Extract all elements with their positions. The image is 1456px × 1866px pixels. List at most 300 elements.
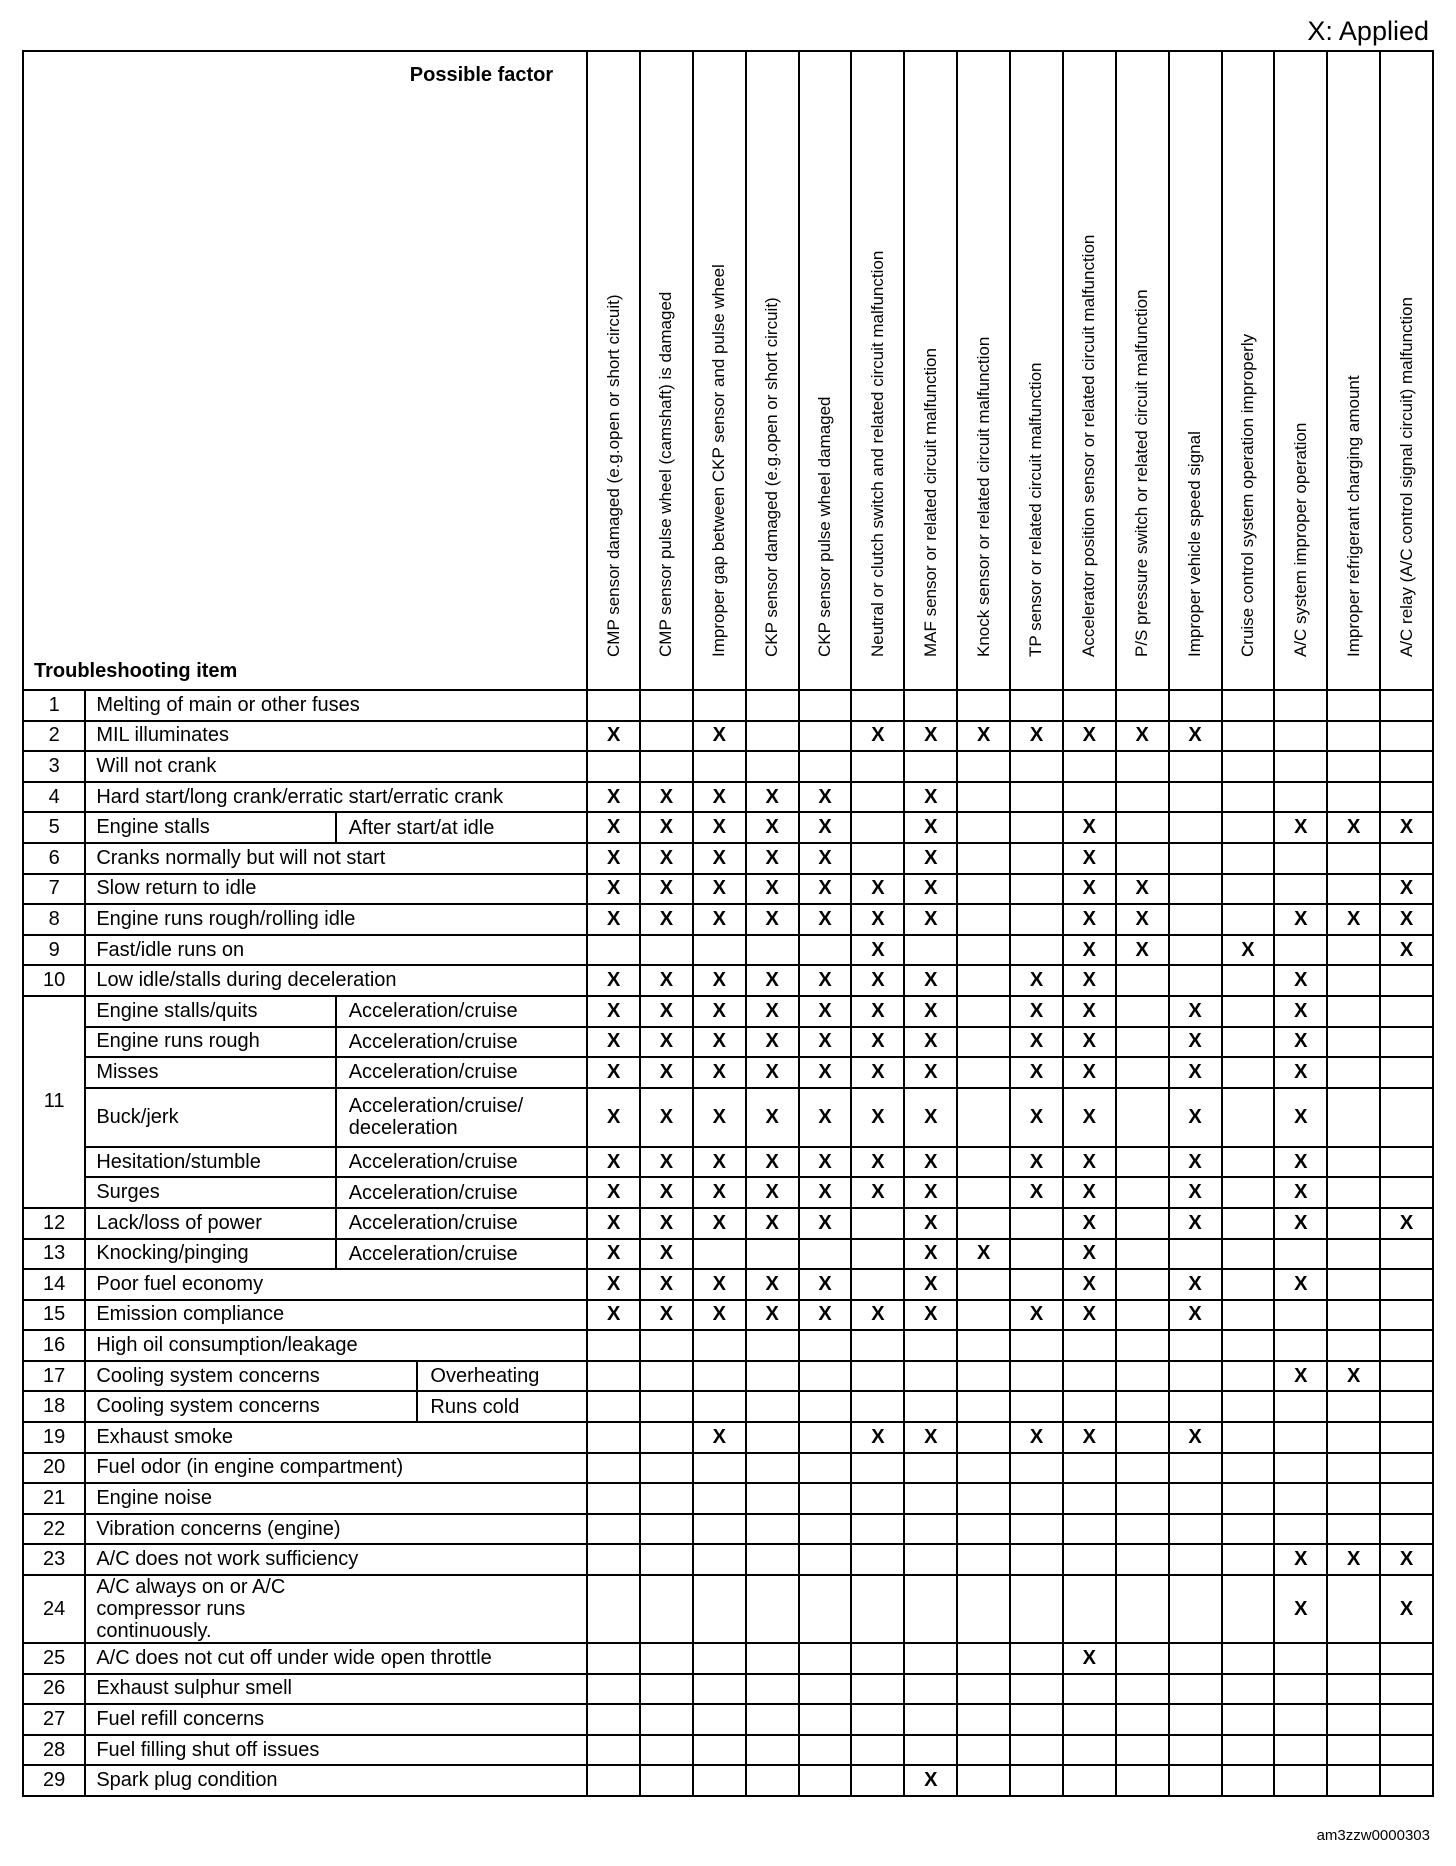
factor-header — [640, 51, 693, 690]
troubleshooting-matrix — [22, 50, 1434, 1797]
factor-cell — [1274, 1300, 1327, 1331]
image-code: am3zzw0000303 — [1316, 1827, 1430, 1844]
applied-mark: X — [924, 907, 938, 930]
factor-cell — [587, 751, 640, 782]
factor-cell — [957, 1765, 1010, 1796]
factor-cell — [1327, 1453, 1380, 1484]
trouble-item: Melting of main or other fuses — [85, 690, 587, 721]
factor-cell — [1010, 751, 1063, 782]
factor-cell — [1063, 1575, 1116, 1643]
factor-cell — [693, 965, 746, 996]
factor-cell — [851, 690, 904, 721]
factor-cell — [1010, 935, 1063, 966]
factor-cell — [1063, 1208, 1116, 1239]
applied-mark: X — [818, 846, 832, 869]
factor-cell — [1274, 1704, 1327, 1735]
factor-cell — [746, 1765, 799, 1796]
factor-cell — [904, 1514, 957, 1545]
applied-mark: X — [818, 1030, 832, 1053]
factor-cell — [1116, 1057, 1169, 1088]
applied-mark: X — [818, 1105, 832, 1128]
applied-mark: X — [818, 1060, 832, 1083]
applied-mark: X — [765, 846, 779, 869]
factor-cell — [904, 1483, 957, 1514]
applied-mark: X — [659, 907, 674, 930]
factor-cell — [587, 1643, 640, 1674]
row-number: 2 — [23, 721, 85, 752]
factor-cell — [1169, 965, 1222, 996]
factor-cell — [1327, 1544, 1380, 1575]
factor-cell — [1222, 935, 1275, 966]
factor-cell — [746, 904, 799, 935]
factor-cell — [587, 1088, 640, 1147]
factor-cell — [851, 1514, 904, 1545]
applied-mark: X — [1294, 907, 1308, 930]
trouble-condition: Overheating — [417, 1361, 587, 1392]
applied-mark: X — [818, 1181, 832, 1204]
applied-mark: X — [924, 1181, 938, 1204]
factor-cell — [640, 1674, 693, 1705]
factor-cell — [904, 874, 957, 905]
factor-cell — [1010, 1765, 1063, 1796]
factor-label: Improper gap between CKP sensor and pulse wheel — [709, 264, 729, 657]
applied-mark: X — [1082, 969, 1097, 992]
factor-cell — [1116, 1177, 1169, 1208]
factor-cell — [851, 1177, 904, 1208]
factor-cell — [1222, 721, 1275, 752]
factor-label: Accelerator position sensor or related circuit malfunction — [1079, 234, 1099, 657]
factor-cell — [587, 1027, 640, 1058]
factor-cell — [851, 1483, 904, 1514]
factor-cell — [693, 1483, 746, 1514]
factor-cell — [1169, 1544, 1222, 1575]
factor-cell — [1327, 996, 1380, 1027]
factor-cell — [693, 1208, 746, 1239]
factor-cell — [1169, 1704, 1222, 1735]
factor-cell — [746, 1453, 799, 1484]
factor-cell — [1010, 782, 1063, 813]
applied-mark: X — [818, 1211, 832, 1234]
factor-cell — [799, 1391, 852, 1422]
row-number: 7 — [23, 874, 85, 905]
applied-mark: X — [1188, 1030, 1202, 1053]
applied-mark: X — [1294, 1181, 1308, 1204]
trouble-item: Hard start/long crank/erratic start/erratic crank — [85, 782, 587, 813]
factor-cell — [904, 812, 957, 843]
factor-cell — [1327, 1330, 1380, 1361]
factor-cell — [587, 1177, 640, 1208]
factor-cell — [1274, 1391, 1327, 1422]
factor-cell — [640, 843, 693, 874]
applied-mark: X — [1029, 1150, 1044, 1173]
factor-cell — [1380, 1300, 1433, 1331]
applied-mark: X — [1399, 877, 1414, 900]
applied-mark: X — [712, 1030, 726, 1053]
factor-cell — [851, 1735, 904, 1766]
factor-cell — [1116, 935, 1169, 966]
applied-mark: X — [659, 1030, 674, 1053]
applied-mark: X — [1082, 1060, 1097, 1083]
row-number: 8 — [23, 904, 85, 935]
factor-cell — [1169, 1422, 1222, 1453]
factor-cell — [1010, 1575, 1063, 1643]
factor-cell — [587, 1391, 640, 1422]
row-number: 3 — [23, 751, 85, 782]
factor-cell — [957, 721, 1010, 752]
factor-cell — [746, 1544, 799, 1575]
table-row — [23, 1643, 1433, 1674]
factor-cell — [1116, 996, 1169, 1027]
factor-cell — [1116, 1239, 1169, 1270]
applied-mark: X — [924, 1030, 938, 1053]
factor-cell — [1063, 996, 1116, 1027]
factor-cell — [1274, 721, 1327, 752]
applied-mark: X — [606, 1211, 621, 1234]
applied-mark: X — [924, 1105, 938, 1128]
trouble-condition: Acceleration/cruise/ deceleration — [336, 1088, 587, 1147]
factor-cell — [1327, 1088, 1380, 1147]
applied-mark: X — [818, 1303, 832, 1326]
factor-cell — [693, 1147, 746, 1178]
applied-mark: X — [1294, 1548, 1308, 1571]
applied-mark: X — [1188, 1425, 1202, 1448]
applied-mark: X — [871, 969, 885, 992]
factor-cell — [1380, 996, 1433, 1027]
factor-cell — [746, 874, 799, 905]
factor-cell — [1222, 1300, 1275, 1331]
factor-cell — [746, 1147, 799, 1178]
table-row — [23, 1269, 1433, 1300]
table-row — [23, 721, 1433, 752]
trouble-condition: After start/at idle — [336, 812, 587, 843]
factor-cell — [1010, 965, 1063, 996]
factor-cell — [1169, 1239, 1222, 1270]
factor-cell — [957, 1057, 1010, 1088]
factor-cell — [1063, 1391, 1116, 1422]
factor-cell — [851, 1643, 904, 1674]
factor-cell — [693, 1239, 746, 1270]
factor-cell — [1169, 1057, 1222, 1088]
factor-cell — [1116, 1208, 1169, 1239]
factor-label: CMP sensor damaged (e.g.open or short circuit) — [603, 294, 623, 657]
factor-cell — [640, 996, 693, 1027]
factor-cell — [957, 1330, 1010, 1361]
factor-cell — [746, 935, 799, 966]
applied-mark: X — [1029, 1181, 1044, 1204]
factor-label: P/S pressure switch or related circuit malfunction — [1132, 289, 1152, 657]
factor-cell — [904, 843, 957, 874]
factor-cell — [904, 1575, 957, 1643]
factor-cell — [1380, 935, 1433, 966]
applied-mark: X — [1294, 1364, 1308, 1387]
factor-cell — [1116, 1575, 1169, 1643]
factor-cell — [640, 721, 693, 752]
applied-mark: X — [1082, 1425, 1097, 1448]
factor-cell — [1327, 1057, 1380, 1088]
trouble-item: Exhaust smoke — [85, 1422, 587, 1453]
row-number: 29 — [23, 1765, 85, 1796]
applied-mark: X — [1082, 724, 1097, 747]
factor-cell — [1327, 1514, 1380, 1545]
applied-mark: X — [712, 785, 726, 808]
factor-cell — [1327, 1735, 1380, 1766]
factor-cell — [1222, 1453, 1275, 1484]
factor-cell — [851, 1422, 904, 1453]
factor-header — [693, 51, 746, 690]
factor-cell — [904, 721, 957, 752]
factor-cell — [1222, 812, 1275, 843]
trouble-condition: Acceleration/cruise — [336, 1057, 587, 1088]
applied-mark: X — [818, 816, 832, 839]
factor-cell — [693, 935, 746, 966]
factor-cell — [851, 1057, 904, 1088]
applied-mark: X — [1294, 816, 1308, 839]
factor-cell — [799, 1208, 852, 1239]
factor-cell — [799, 1453, 852, 1484]
factor-cell — [746, 1704, 799, 1735]
factor-cell — [904, 1330, 957, 1361]
factor-cell — [693, 874, 746, 905]
factor-cell — [1222, 1422, 1275, 1453]
factor-cell — [1327, 1269, 1380, 1300]
factor-cell — [799, 996, 852, 1027]
factor-cell — [1380, 1704, 1433, 1735]
factor-cell — [1222, 1027, 1275, 1058]
applied-mark: X — [1082, 1030, 1097, 1053]
factor-cell — [799, 1643, 852, 1674]
factor-cell — [746, 1735, 799, 1766]
factor-cell — [587, 843, 640, 874]
factor-cell — [1327, 1239, 1380, 1270]
factor-cell — [1063, 1422, 1116, 1453]
factor-cell — [587, 1239, 640, 1270]
factor-cell — [693, 904, 746, 935]
factor-cell — [746, 1300, 799, 1331]
applied-mark: X — [659, 846, 674, 869]
applied-mark: X — [1082, 846, 1097, 869]
applied-mark: X — [659, 1303, 674, 1326]
factor-cell — [851, 1765, 904, 1796]
factor-cell — [904, 1177, 957, 1208]
factor-cell — [587, 1330, 640, 1361]
applied-mark: X — [606, 969, 621, 992]
factor-cell — [1063, 1674, 1116, 1705]
factor-cell — [693, 782, 746, 813]
trouble-condition: Acceleration/cruise — [336, 1177, 587, 1208]
factor-cell — [1327, 1643, 1380, 1674]
factor-cell — [1327, 1361, 1380, 1392]
factor-header — [1010, 51, 1063, 690]
factor-cell — [1274, 1422, 1327, 1453]
trouble-condition: Runs cold — [417, 1391, 587, 1422]
factor-cell — [693, 1544, 746, 1575]
factor-cell — [693, 843, 746, 874]
factor-cell — [640, 1057, 693, 1088]
factor-cell — [746, 1208, 799, 1239]
factor-cell — [746, 1239, 799, 1270]
trouble-condition: Acceleration/cruise — [336, 1027, 587, 1058]
factor-cell — [1327, 1300, 1380, 1331]
factor-cell — [1116, 1300, 1169, 1331]
applied-mark: X — [1082, 907, 1097, 930]
row-number: 18 — [23, 1391, 85, 1422]
factor-cell — [904, 1300, 957, 1331]
factor-cell — [587, 1514, 640, 1545]
trouble-item: Spark plug condition — [85, 1765, 587, 1796]
factor-cell — [1327, 965, 1380, 996]
factor-cell — [1222, 690, 1275, 721]
factor-cell — [1327, 904, 1380, 935]
applied-mark: X — [871, 877, 885, 900]
trouble-item: Low idle/stalls during deceleration — [85, 965, 587, 996]
factor-cell — [1380, 1057, 1433, 1088]
factor-cell — [746, 1361, 799, 1392]
factor-cell — [1063, 1088, 1116, 1147]
factor-cell — [746, 1088, 799, 1147]
row-number: 20 — [23, 1453, 85, 1484]
factor-cell — [1222, 751, 1275, 782]
applied-mark: X — [1188, 1272, 1202, 1295]
factor-cell — [904, 1088, 957, 1147]
factor-cell — [1116, 1735, 1169, 1766]
applied-mark: X — [1399, 907, 1414, 930]
applied-mark: X — [712, 1303, 726, 1326]
factor-cell — [587, 1208, 640, 1239]
factor-cell — [693, 1735, 746, 1766]
factor-cell — [799, 1514, 852, 1545]
table-row — [23, 1514, 1433, 1545]
factor-cell — [587, 996, 640, 1027]
factor-cell — [957, 812, 1010, 843]
factor-cell — [904, 1057, 957, 1088]
factor-cell — [1274, 1057, 1327, 1088]
factor-cell — [1169, 1208, 1222, 1239]
row-number: 27 — [23, 1704, 85, 1735]
factor-label: CKP sensor damaged (e.g.open or short circuit) — [762, 297, 782, 657]
applied-mark: X — [1029, 724, 1044, 747]
factor-cell — [1222, 1391, 1275, 1422]
factor-cell — [1327, 782, 1380, 813]
factor-cell — [746, 1027, 799, 1058]
applied-mark: X — [818, 999, 832, 1022]
table-row — [23, 1088, 1433, 1147]
applied-mark: X — [765, 1272, 779, 1295]
factor-cell — [693, 1330, 746, 1361]
factor-cell — [799, 690, 852, 721]
factor-cell — [1380, 1088, 1433, 1147]
table-row — [23, 1361, 1433, 1392]
table-row — [23, 965, 1433, 996]
possible-factor-label: Possible factor — [409, 64, 554, 86]
factor-cell — [799, 1269, 852, 1300]
row-number: 11 — [23, 996, 85, 1208]
row-number: 15 — [23, 1300, 85, 1331]
factor-cell — [799, 1027, 852, 1058]
applied-mark: X — [871, 907, 885, 930]
factor-cell — [587, 782, 640, 813]
factor-cell — [904, 1765, 957, 1796]
factor-cell — [1169, 1147, 1222, 1178]
factor-label: Improper refrigerant charging amount — [1343, 375, 1363, 657]
factor-cell — [851, 721, 904, 752]
factor-cell — [1063, 1300, 1116, 1331]
factor-cell — [1116, 874, 1169, 905]
factor-cell — [640, 1391, 693, 1422]
factor-cell — [1380, 874, 1433, 905]
applied-mark: X — [1188, 999, 1202, 1022]
factor-cell — [1380, 1674, 1433, 1705]
factor-cell — [957, 1269, 1010, 1300]
trouble-item: Vibration concerns (engine) — [85, 1514, 587, 1545]
factor-cell — [1116, 1269, 1169, 1300]
factor-cell — [1169, 1088, 1222, 1147]
applied-mark: X — [659, 1060, 674, 1083]
factor-label: A/C system improper operation — [1290, 422, 1310, 657]
applied-mark: X — [1029, 1425, 1044, 1448]
row-number: 1 — [23, 690, 85, 721]
factor-cell — [1063, 1514, 1116, 1545]
factor-cell — [1169, 904, 1222, 935]
factor-cell — [1116, 751, 1169, 782]
factor-cell — [851, 965, 904, 996]
factor-cell — [1169, 690, 1222, 721]
applied-mark: X — [818, 785, 832, 808]
factor-cell — [1169, 1330, 1222, 1361]
factor-cell — [1274, 751, 1327, 782]
factor-cell — [1274, 1269, 1327, 1300]
factor-cell — [587, 1300, 640, 1331]
factor-cell — [1010, 1208, 1063, 1239]
row-number: 23 — [23, 1544, 85, 1575]
factor-cell — [746, 690, 799, 721]
factor-cell — [1010, 1704, 1063, 1735]
factor-cell — [904, 965, 957, 996]
factor-cell — [640, 1544, 693, 1575]
factor-cell — [1327, 1177, 1380, 1208]
factor-cell — [1222, 1735, 1275, 1766]
factor-cell — [1063, 1483, 1116, 1514]
table-row — [23, 1544, 1433, 1575]
factor-cell — [1380, 1239, 1433, 1270]
applied-mark: X — [659, 816, 674, 839]
factor-cell — [1169, 843, 1222, 874]
factor-cell — [1169, 874, 1222, 905]
factor-cell — [1380, 904, 1433, 935]
table-row — [23, 1057, 1433, 1088]
factor-cell — [1169, 1453, 1222, 1484]
factor-cell — [799, 935, 852, 966]
factor-cell — [1380, 812, 1433, 843]
factor-cell — [640, 904, 693, 935]
applied-mark: X — [1135, 724, 1149, 747]
table-row — [23, 935, 1433, 966]
factor-cell — [1274, 782, 1327, 813]
row-number: 12 — [23, 1208, 85, 1239]
row-number: 5 — [23, 812, 85, 843]
factor-label: CMP sensor pulse wheel (camshaft) is damaged — [656, 291, 676, 657]
factor-cell — [1010, 843, 1063, 874]
applied-mark: X — [1029, 969, 1044, 992]
factor-cell — [1169, 1575, 1222, 1643]
factor-cell — [1274, 1208, 1327, 1239]
trouble-item: Cooling system concerns — [85, 1361, 417, 1392]
factor-cell — [1380, 1643, 1433, 1674]
factor-cell — [1010, 1483, 1063, 1514]
factor-cell — [799, 1057, 852, 1088]
applied-mark: X — [976, 1242, 991, 1265]
row-number: 25 — [23, 1643, 85, 1674]
factor-cell — [799, 1483, 852, 1514]
